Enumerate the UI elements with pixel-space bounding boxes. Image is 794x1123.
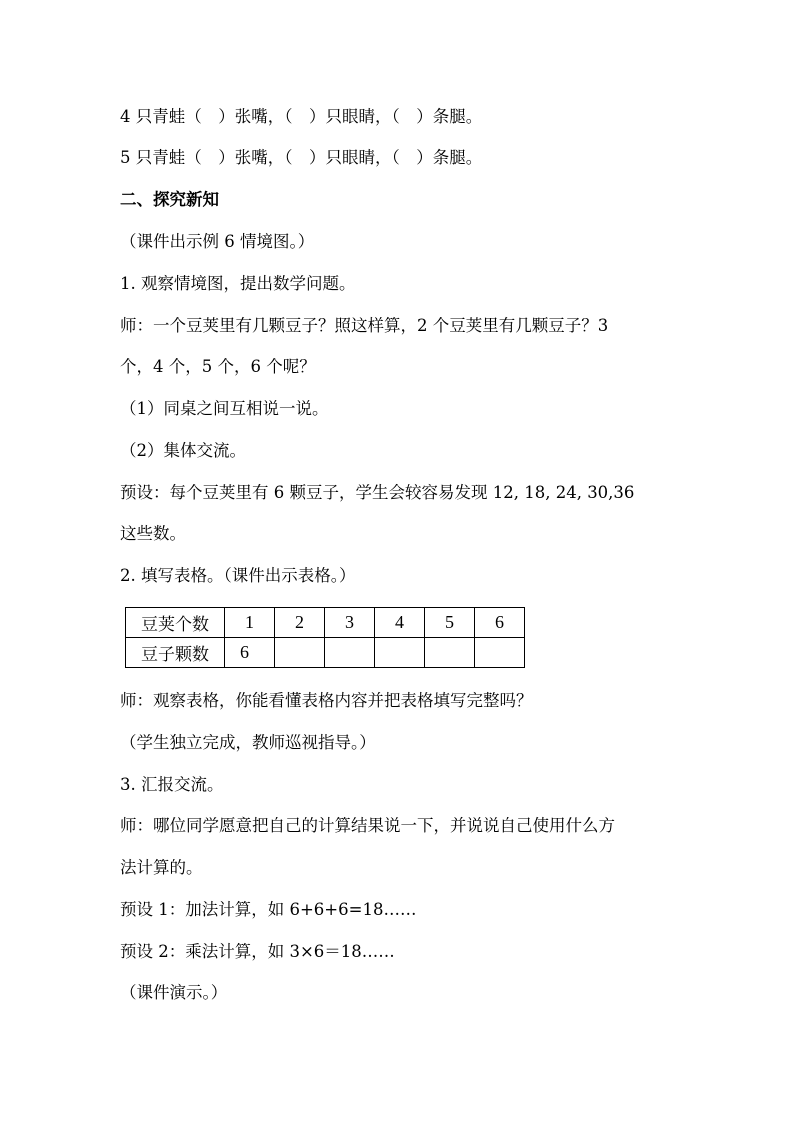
sub-step-1: （1）同桌之间互相说一说。 [120, 399, 329, 418]
table-row [126, 638, 525, 668]
table-cell-empty [375, 638, 425, 668]
step-3-heading: 3. 汇报交流。 [120, 775, 224, 794]
preset-part-a: 预设：每个豆荚里有 6 颗豆子，学生会较容易发现 12, 18, 24, 30,36 [120, 483, 635, 502]
table-header-beans: 豆子颗数 [126, 638, 225, 668]
table-cell-empty [275, 638, 325, 668]
table-cell-empty [475, 638, 525, 668]
table-cell-empty [325, 638, 375, 668]
preset-part-b: 这些数。 [120, 524, 186, 543]
table-cell: 4 [375, 608, 425, 638]
teacher-question-3-part-a: 师：哪位同学愿意把自己的计算结果说一下，并说说自己使用什么方 [120, 816, 615, 835]
sub-step-2: （2）集体交流。 [120, 441, 246, 460]
step-1-heading: 1. 观察情境图，提出数学问题。 [120, 274, 356, 293]
table-cell-empty [425, 638, 475, 668]
table-cell: 5 [425, 608, 475, 638]
table-cell: 3 [325, 608, 375, 638]
student-work-note: （学生独立完成，教师巡视指导。） [120, 733, 376, 752]
section-heading: 二、探究新知 [120, 190, 219, 209]
teacher-question-2: 师：观察表格，你能看懂表格内容并把表格填写完整吗？ [120, 691, 533, 710]
courseware-note-scene: （课件出示例 6 情境图。） [120, 232, 315, 251]
exercise-line-4-frogs: 4 只青蛙（ ）张嘴，（ ）只眼睛，（ ）条腿。 [120, 107, 483, 126]
courseware-demo-note: （课件演示。） [120, 983, 228, 1002]
table-cell: 2 [275, 608, 325, 638]
table-cell: 6 [475, 608, 525, 638]
bean-table [125, 607, 525, 668]
table-cell: 6 [225, 638, 275, 668]
teacher-question-1-part-a: 师：一个豆荚里有几颗豆子？照这样算，2 个豆荚里有几颗豆子？3 [120, 316, 609, 335]
table-header-pods: 豆荚个数 [126, 608, 225, 638]
teacher-question-3-part-b: 法计算的。 [120, 858, 203, 877]
exercise-line-5-frogs: 5 只青蛙（ ）张嘴，（ ）只眼睛，（ ）条腿。 [120, 148, 483, 167]
step-2-heading: 2. 填写表格。（课件出示表格。） [120, 566, 356, 585]
table-row [126, 608, 525, 638]
preset-2-multiplication: 预设 2：乘法计算，如 3×6＝18…… [120, 942, 395, 961]
preset-1-addition: 预设 1：加法计算，如 6+6+6=18…… [120, 900, 417, 919]
table-cell: 1 [225, 608, 275, 638]
teacher-question-1-part-b: 个，4 个，5 个，6 个呢？ [120, 357, 316, 376]
